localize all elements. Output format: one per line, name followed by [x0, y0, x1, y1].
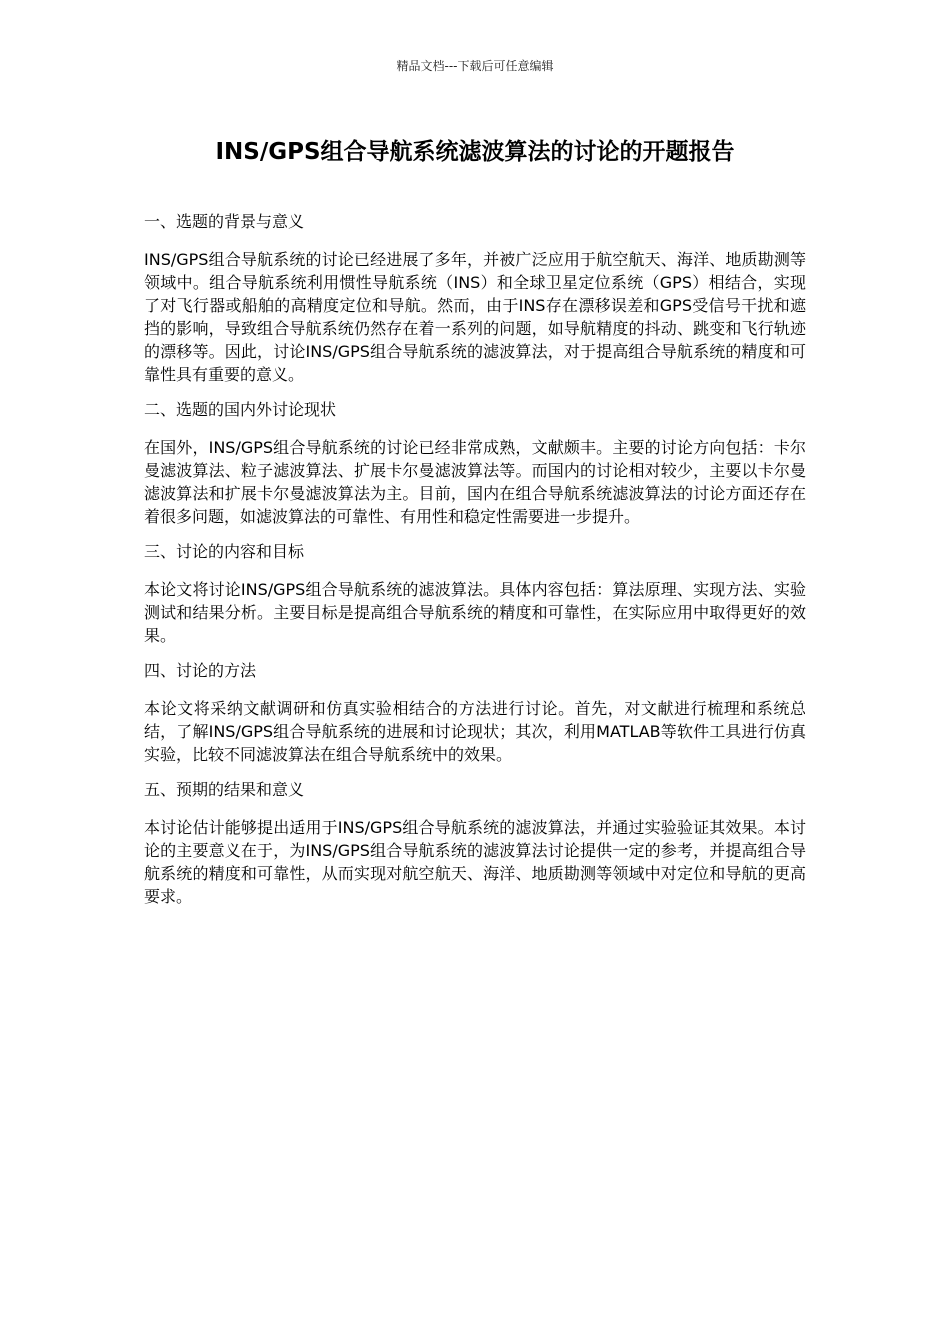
document-title: INS/GPS组合导航系统滤波算法的讨论的开题报告 — [215, 139, 735, 165]
section-heading: 四、讨论的方法 — [144, 661, 257, 680]
section-paragraph: 本论文将采纳文献调研和仿真实验相结合的方法进行讨论。首先，对文献进行梳理和系统总结，了解INS/GPS组合导航系统的进展和讨论现状；其次，利用MATLAB等软件工具进行仿真实验，比较不同滤波算法在组合导航系统中的效果。 — [144, 699, 806, 764]
section-paragraph: 本论文将讨论INS/GPS组合导航系统的滤波算法。具体内容包括：算法原理、实现方法、实验测试和结果分析。主要目标是提高组合导航系统的精度和可靠性，在实际应用中取得更好的效果。 — [144, 580, 806, 645]
section-paragraph: INS/GPS组合导航系统的讨论已经进展了多年，并被广泛应用于航空航天、海洋、地质勘测等领域中。组合导航系统利用惯性导航系统（INS）和全球卫星定位系统（GPS）相结合，实现了对飞行器或船舶的高精度定位和导航。然而，由于INS存在漂移误差和GPS受信号干扰和遮挡的影响，导致组合导航系统仍然存在着一系列的问题，如导航精度的抖动、跳变和飞行轨迹的漂移等。因此，讨论INS/GPS组合导航系统的滤波算法，对于提高组合导航系统的精度和可靠性具有重要的意义。 — [144, 250, 806, 384]
section-heading: 五、预期的结果和意义 — [144, 780, 305, 799]
section-expected-results — [144, 778, 806, 908]
section-heading: 二、选题的国内外讨论现状 — [144, 400, 337, 419]
section-paragraph: 本讨论估计能够提出适用于INS/GPS组合导航系统的滤波算法，并通过实验验证其效果。本讨论的主要意义在于，为INS/GPS组合导航系统的滤波算法讨论提供一定的参考，并提高组合导航系统的精度和可靠性，从而实现对航空航天、海洋、地质勘测等领域中对定位和导航的更高要求。 — [144, 818, 806, 906]
section-heading: 一、选题的背景与意义 — [144, 212, 305, 231]
document-content — [144, 210, 806, 920]
section-heading: 三、讨论的内容和目标 — [144, 542, 305, 561]
section-methods — [144, 659, 806, 766]
section-paragraph: 在国外，INS/GPS组合导航系统的讨论已经非常成熟，文献颇丰。主要的讨论方向包括：卡尔曼滤波算法、粒子滤波算法、扩展卡尔曼滤波算法等。而国内的讨论相对较少，主要以卡尔曼滤波算法和扩展卡尔曼滤波算法为主。目前，国内在组合导航系统滤波算法的讨论方面还存在着很多问题，如滤波算法的可靠性、有用性和稳定性需要进一步提升。 — [144, 438, 806, 526]
section-background — [144, 210, 806, 386]
header-note: 精品文档---下载后可任意编辑 — [396, 59, 554, 73]
section-research-status — [144, 398, 806, 528]
section-content-goals — [144, 540, 806, 647]
